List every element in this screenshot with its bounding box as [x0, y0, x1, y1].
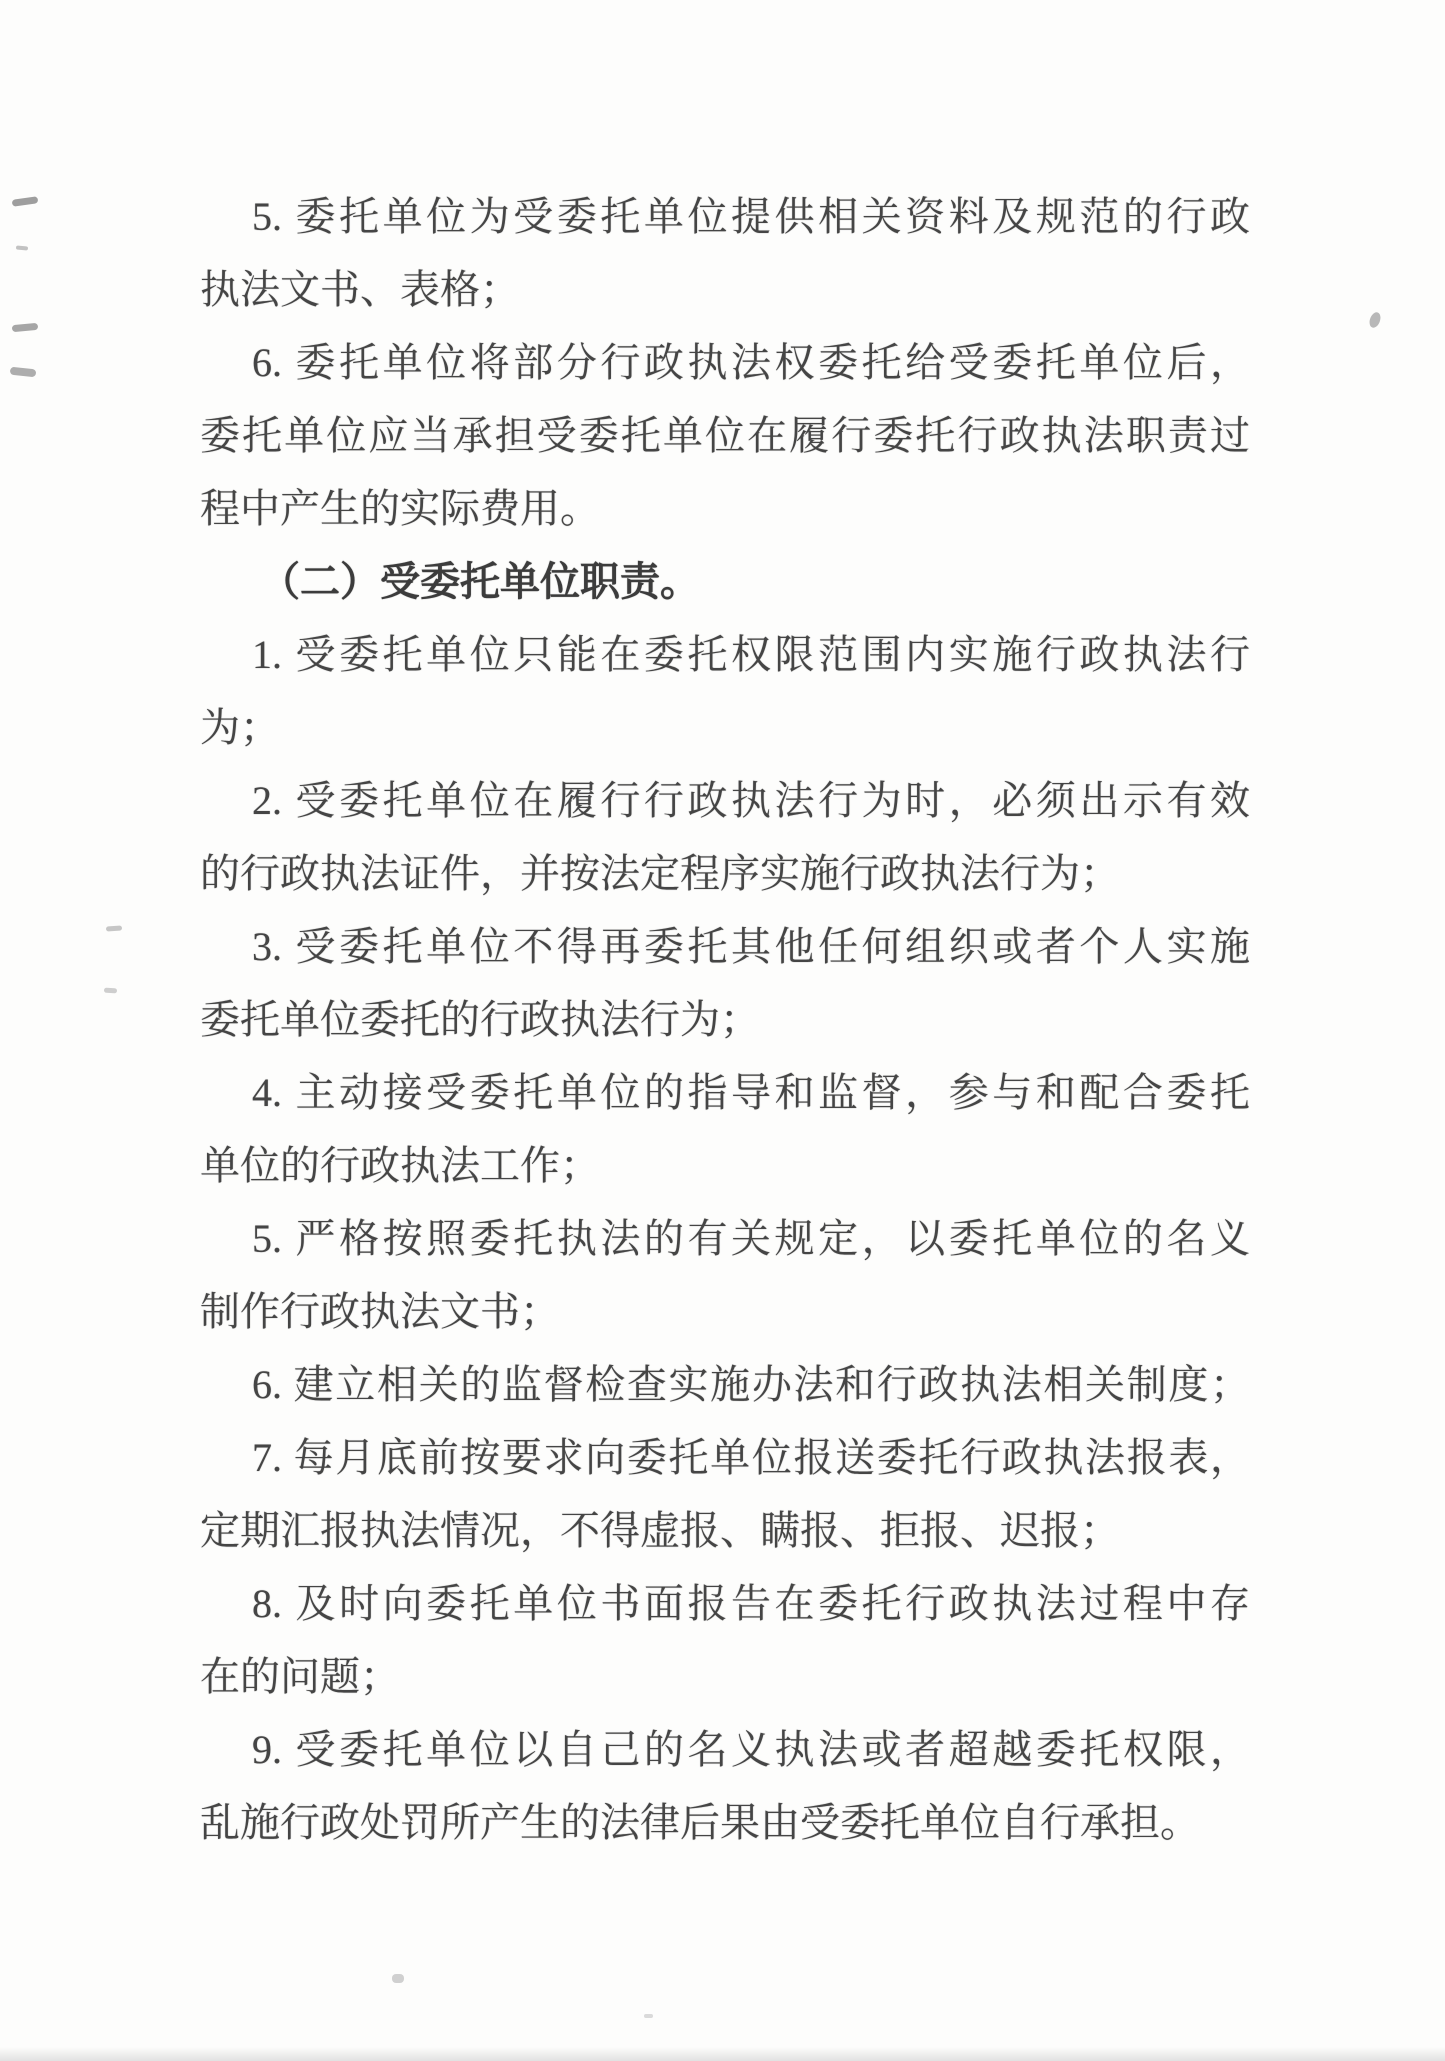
paragraph-line: 的行政执法证件，并按法定程序实施行政执法行为； [200, 851, 1120, 896]
scan-artifact [392, 1974, 404, 1983]
paragraph-line: 执法文书、表格； [200, 267, 520, 312]
paragraph-line: 委托单位委托的行政执法行为； [200, 997, 760, 1042]
paragraph-line: 程中产生的实际费用。 [200, 486, 600, 531]
paragraph-line: 乱施行政处罚所产生的法律后果由受委托单位自行承担。 [200, 1800, 1200, 1845]
paragraph-line: 5. 委托单位为受委托单位提供相关资料及规范的行政 [252, 194, 1250, 239]
paragraph-line: 在的问题； [200, 1654, 400, 1699]
document-text-block [200, 180, 1250, 1859]
paragraph-line: 制作行政执法文书； [200, 1289, 560, 1334]
paragraph-line: 4. 主动接受委托单位的指导和监督，参与和配合委托 [252, 1070, 1250, 1115]
scan-bottom-edge [0, 2047, 1445, 2061]
scan-artifact [104, 988, 117, 994]
paragraph-line: 为； [200, 705, 280, 750]
paragraph-line: 8. 及时向委托单位书面报告在委托行政执法过程中存 [252, 1581, 1250, 1626]
paragraph-line: 2. 受委托单位在履行行政执法行为时，必须出示有效 [252, 778, 1250, 823]
scan-artifact [16, 245, 28, 250]
paragraph-line: 7. 每月底前按要求向委托单位报送委托行政执法报表， [252, 1435, 1250, 1480]
section-heading: （二）受委托单位职责。 [260, 559, 700, 604]
scan-artifact [644, 2014, 653, 2018]
paragraph-line: 6. 建立相关的监督检查实施办法和行政执法相关制度； [252, 1362, 1250, 1407]
scan-artifact [12, 196, 39, 207]
paragraph-line: 5. 严格按照委托执法的有关规定，以委托单位的名义 [252, 1216, 1250, 1261]
paragraph-line: 6. 委托单位将部分行政执法权委托给受委托单位后， [252, 340, 1250, 385]
paragraph-line: 单位的行政执法工作； [200, 1143, 600, 1188]
paragraph-line: 定期汇报执法情况，不得虚报、瞒报、拒报、迟报； [200, 1508, 1120, 1553]
scan-artifact [12, 323, 39, 332]
scan-artifact [10, 367, 37, 378]
paragraph-line: 9. 受委托单位以自己的名义执法或者超越委托权限， [252, 1727, 1250, 1772]
paragraph-line: 1. 受委托单位只能在委托权限范围内实施行政执法行 [252, 632, 1250, 677]
scan-artifact [1368, 311, 1383, 329]
scan-artifact [106, 925, 122, 931]
paragraph-line: 委托单位应当承担受委托单位在履行委托行政执法职责过 [200, 413, 1250, 458]
paragraph-line: 3. 受委托单位不得再委托其他任何组织或者个人实施 [252, 924, 1250, 969]
